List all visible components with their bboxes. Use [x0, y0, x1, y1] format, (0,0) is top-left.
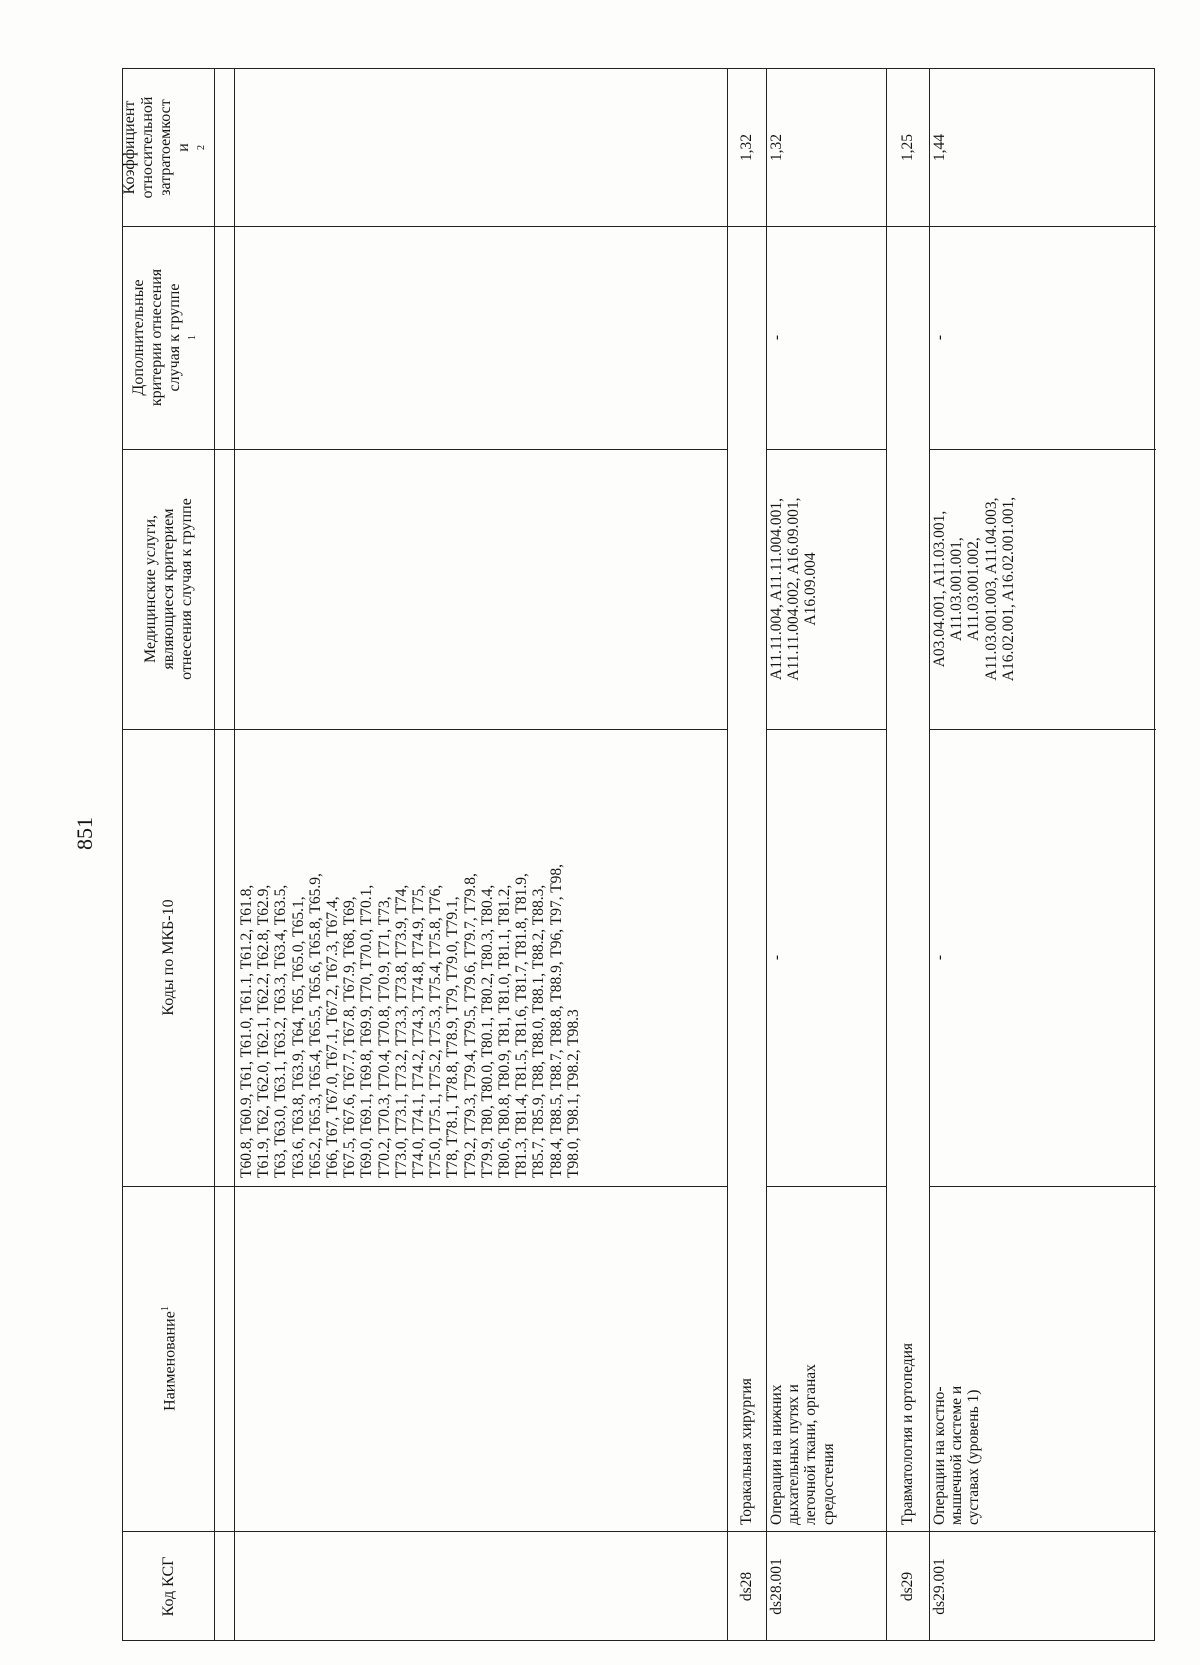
row-ds28-001-code: ds28.001	[768, 1558, 785, 1615]
page-number: 851	[72, 817, 97, 850]
header-coeff-text: Коэффициент относительной затратоемкост и $^2$	[121, 96, 208, 199]
row-ds29-001-coeff: 1,44	[931, 133, 948, 162]
icd-code-list: T60.8, T60.9, T61, T61.0, T61.1, T61.2, T61.8, T61.9, T62, T62.0, T62.1, T62.2, T62.8, T62.9, T63, T63.0, T63.1, T63.2, T63.3, T63.4, T63.5, T63.6, T63.8, T63.9, T64, T65, T65.0, T65.1, T65.2, T65.3, T65.4, T65.5, T65.6, T65.8, T65.9, T66, T67, T67.0, T67.1, T67.2, T67.3, T67.4, T67.5, T67.6, T67.7, T67.8, T67.9, T68, T69, T69.0, T69.1, T69.8, T69.9, T70, T70.0, T70.1, T70.2, T70.3, T70.4, T70.8, T70.9, T71, T73, T73.0, T73.1, T73.2, T73.3, T73.8, T73.9, T74, T74.0, T74.1, T74.2, T74.3, T74.8, T74.9, T75, T75.0, T75.1, T75.2, T75.3, T75.4, T75.8, T76, T78, T78.1, T78.8, T78.9, T79, T79.0, T79.1, T79.2, T79.3, T79.4, T79.5, T79.6, T79.7, T79.8, T79.9, T80, T80.0, T80.1, T80.2, T80.3, T80.4, T80.6, T80.8, T80.9, T81, T81.0, T81.1, T81.2, T81.3, T81.4, T81.5, T81.6, T81.7, T81.8, T81.9, T85.7, T85.9, T88, T88.0, T88.1, T88.2, T88.3, T88.4, T88.5, T88.7, T88.8, T88.9, T96, T97, T98, T98.0, T98.1, T98.2, T98.3	[238, 863, 582, 1178]
column-divider	[123, 1531, 1156, 1532]
header-coeff	[123, 69, 214, 226]
header-name: Наименование$^1$	[160, 1306, 179, 1411]
row-ds28-001-services: A11.11.004, A11.11.004.001, A11.11.004.002, A16.09.001, A16.09.004	[768, 497, 820, 681]
row-divider	[214, 69, 215, 1640]
row-ds29-section: Травматология и ортопедия	[898, 1342, 916, 1525]
row-ds28-code: ds28	[737, 1571, 755, 1602]
row-ds29-code: ds29	[898, 1571, 916, 1602]
header-icd-codes: Коды по МКБ-10	[159, 899, 177, 1016]
row-ds29-001-services: A03.04.001, A11.03.001, A11.03.001.001, A11.03.001.002, A11.03.001.003, A11.04.003, A16.02.001, A16.02.001.001,	[931, 496, 1017, 682]
column-divider	[929, 729, 1156, 730]
row-ds28-coeff: 1,32	[737, 133, 755, 162]
row-ds28-001-icd: -	[768, 954, 785, 961]
row-divider	[234, 69, 235, 1640]
row-ds29-001-icd: -	[931, 954, 948, 961]
header-code: Код КСГ	[159, 1556, 177, 1617]
row-ds28-001-extra: -	[768, 334, 785, 341]
header-services: Медицинские услуги, являющиеся критерием отнесения случая к группе	[141, 498, 195, 680]
row-ds29-001-extra: -	[931, 334, 948, 341]
row-ds28-001-coeff: 1,32	[768, 133, 785, 162]
row-ds29-001-code: ds29.001	[931, 1558, 948, 1615]
column-divider	[123, 226, 1156, 227]
header-extra-criteria: Дополнительные критерии отнесения случая к группе $^1$	[130, 268, 199, 407]
ksg-table	[122, 68, 1155, 1641]
row-ds29-coeff: 1,25	[898, 133, 916, 162]
row-ds28-001-name: Операции на нижних дыхательных путях и легочной ткани, органах средостения	[768, 1364, 837, 1525]
row-ds28-section: Торакальная хирургия	[737, 1378, 755, 1525]
row-divider	[929, 69, 930, 1640]
row-divider	[766, 69, 767, 1640]
row-ds29-001-name: Операции на костно- мышечной системе и суставах (уровень 1)	[931, 1385, 983, 1525]
